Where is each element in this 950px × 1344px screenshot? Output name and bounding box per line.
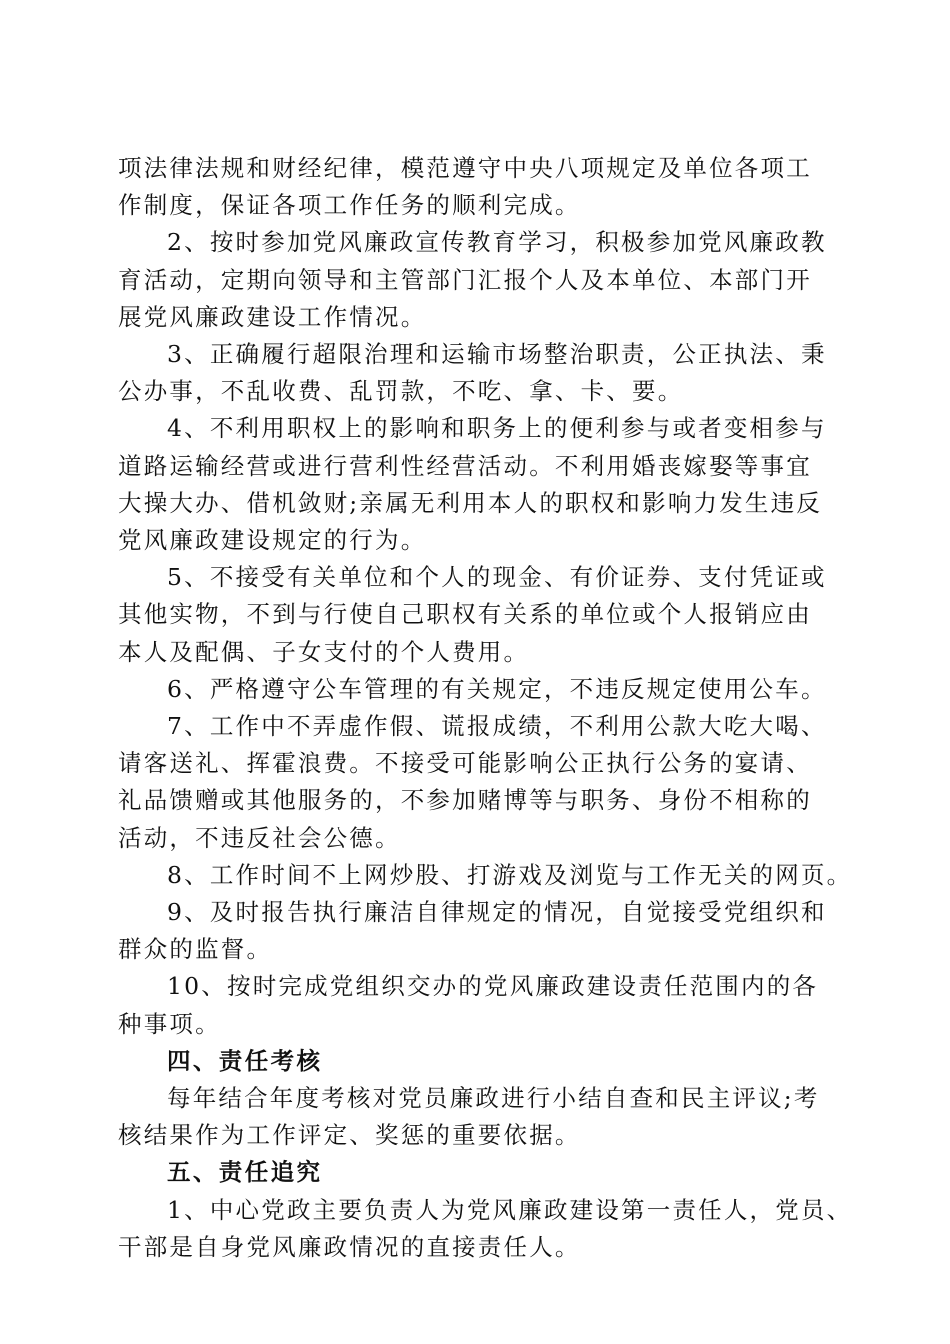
section-4-body	[118, 1080, 840, 1154]
item-8-paragraph	[118, 857, 853, 894]
item-3-paragraph	[118, 336, 840, 410]
text-line: 公办事，不乱收费、乱罚款，不吃、拿、卡、要。	[118, 377, 684, 406]
text-line: 1、中心党政主要负责人为党风廉政建设第一责任人，党员、	[167, 1195, 853, 1224]
item-6-paragraph	[118, 671, 840, 708]
section-4-heading: 四、责任考核	[167, 1046, 323, 1075]
section-5-heading: 五、责任追究	[167, 1158, 323, 1187]
text-line: 核结果作为工作评定、奖惩的重要依据。	[118, 1121, 581, 1150]
text-line: 其他实物，不到与行使自己职权有关系的单位或个人报销应由	[118, 600, 812, 629]
section-5-body	[118, 1192, 853, 1266]
text-line: 党风廉政建设规定的行为。	[118, 526, 427, 555]
item-4-paragraph	[118, 410, 840, 559]
text-line: 作制度，保证各项工作任务的顺利完成。	[118, 191, 581, 220]
text-line: 群众的监督。	[118, 935, 273, 964]
item-7-paragraph	[118, 708, 840, 857]
text-line: 7、工作中不弄虚作假、谎报成绩，不利用公款大吃大喝、	[167, 712, 827, 741]
text-line: 活动，不违反社会公德。	[118, 823, 401, 852]
text-line: 大操大办、借机敛财;亲属无利用本人的职权和影响力发生违反	[118, 488, 823, 517]
text-line: 每年结合年度考核对党员廉政进行小结自查和民主评议;考	[167, 1084, 820, 1113]
text-line: 4、不利用职权上的影响和职务上的便利参与或者变相参与	[167, 414, 827, 443]
text-line: 9、及时报告执行廉洁自律规定的情况，自觉接受党组织和	[167, 898, 827, 927]
continuation-paragraph	[118, 150, 840, 224]
text-line: 8、工作时间不上网炒股、打游戏及浏览与工作无关的网页。	[167, 860, 853, 889]
text-line: 5、不接受有关单位和个人的现金、有价证券、支付凭证或	[167, 563, 827, 592]
document-page	[118, 150, 853, 1266]
text-line: 本人及配偶、子女支付的个人费用。	[118, 637, 530, 666]
text-line: 干部是自身党风廉政情况的直接责任人。	[118, 1232, 581, 1261]
text-line: 10、按时完成党组织交办的党风廉政建设责任范围内的各	[167, 972, 819, 1001]
item-5-paragraph	[118, 559, 840, 671]
item-2-paragraph	[118, 224, 840, 336]
text-line: 3、正确履行超限治理和运输市场整治职责，公正执法、秉	[167, 340, 827, 369]
text-line: 6、严格遵守公车管理的有关规定，不违反规定使用公车。	[167, 674, 827, 703]
text-line: 2、按时参加党风廉政宣传教育学习，积极参加党风廉政教	[167, 228, 827, 257]
text-line: 项法律法规和财经纪律，模范遵守中央八项规定及单位各项工	[118, 154, 812, 182]
item-9-paragraph	[118, 894, 840, 968]
text-line: 道路运输经营或进行营利性经营活动。不利用婚丧嫁娶等事宜	[118, 451, 812, 480]
item-10-paragraph	[118, 968, 840, 1042]
text-line: 展党风廉政建设工作情况。	[118, 302, 427, 331]
text-line: 请客送礼、挥霍浪费。不接受可能影响公正执行公务的宴请、	[118, 749, 812, 778]
text-line: 礼品馈赠或其他服务的，不参加赌博等与职务、身份不相称的	[118, 786, 812, 815]
text-line: 育活动，定期向领导和主管部门汇报个人及本单位、本部门开	[118, 265, 812, 294]
text-line: 种事项。	[118, 1009, 221, 1038]
